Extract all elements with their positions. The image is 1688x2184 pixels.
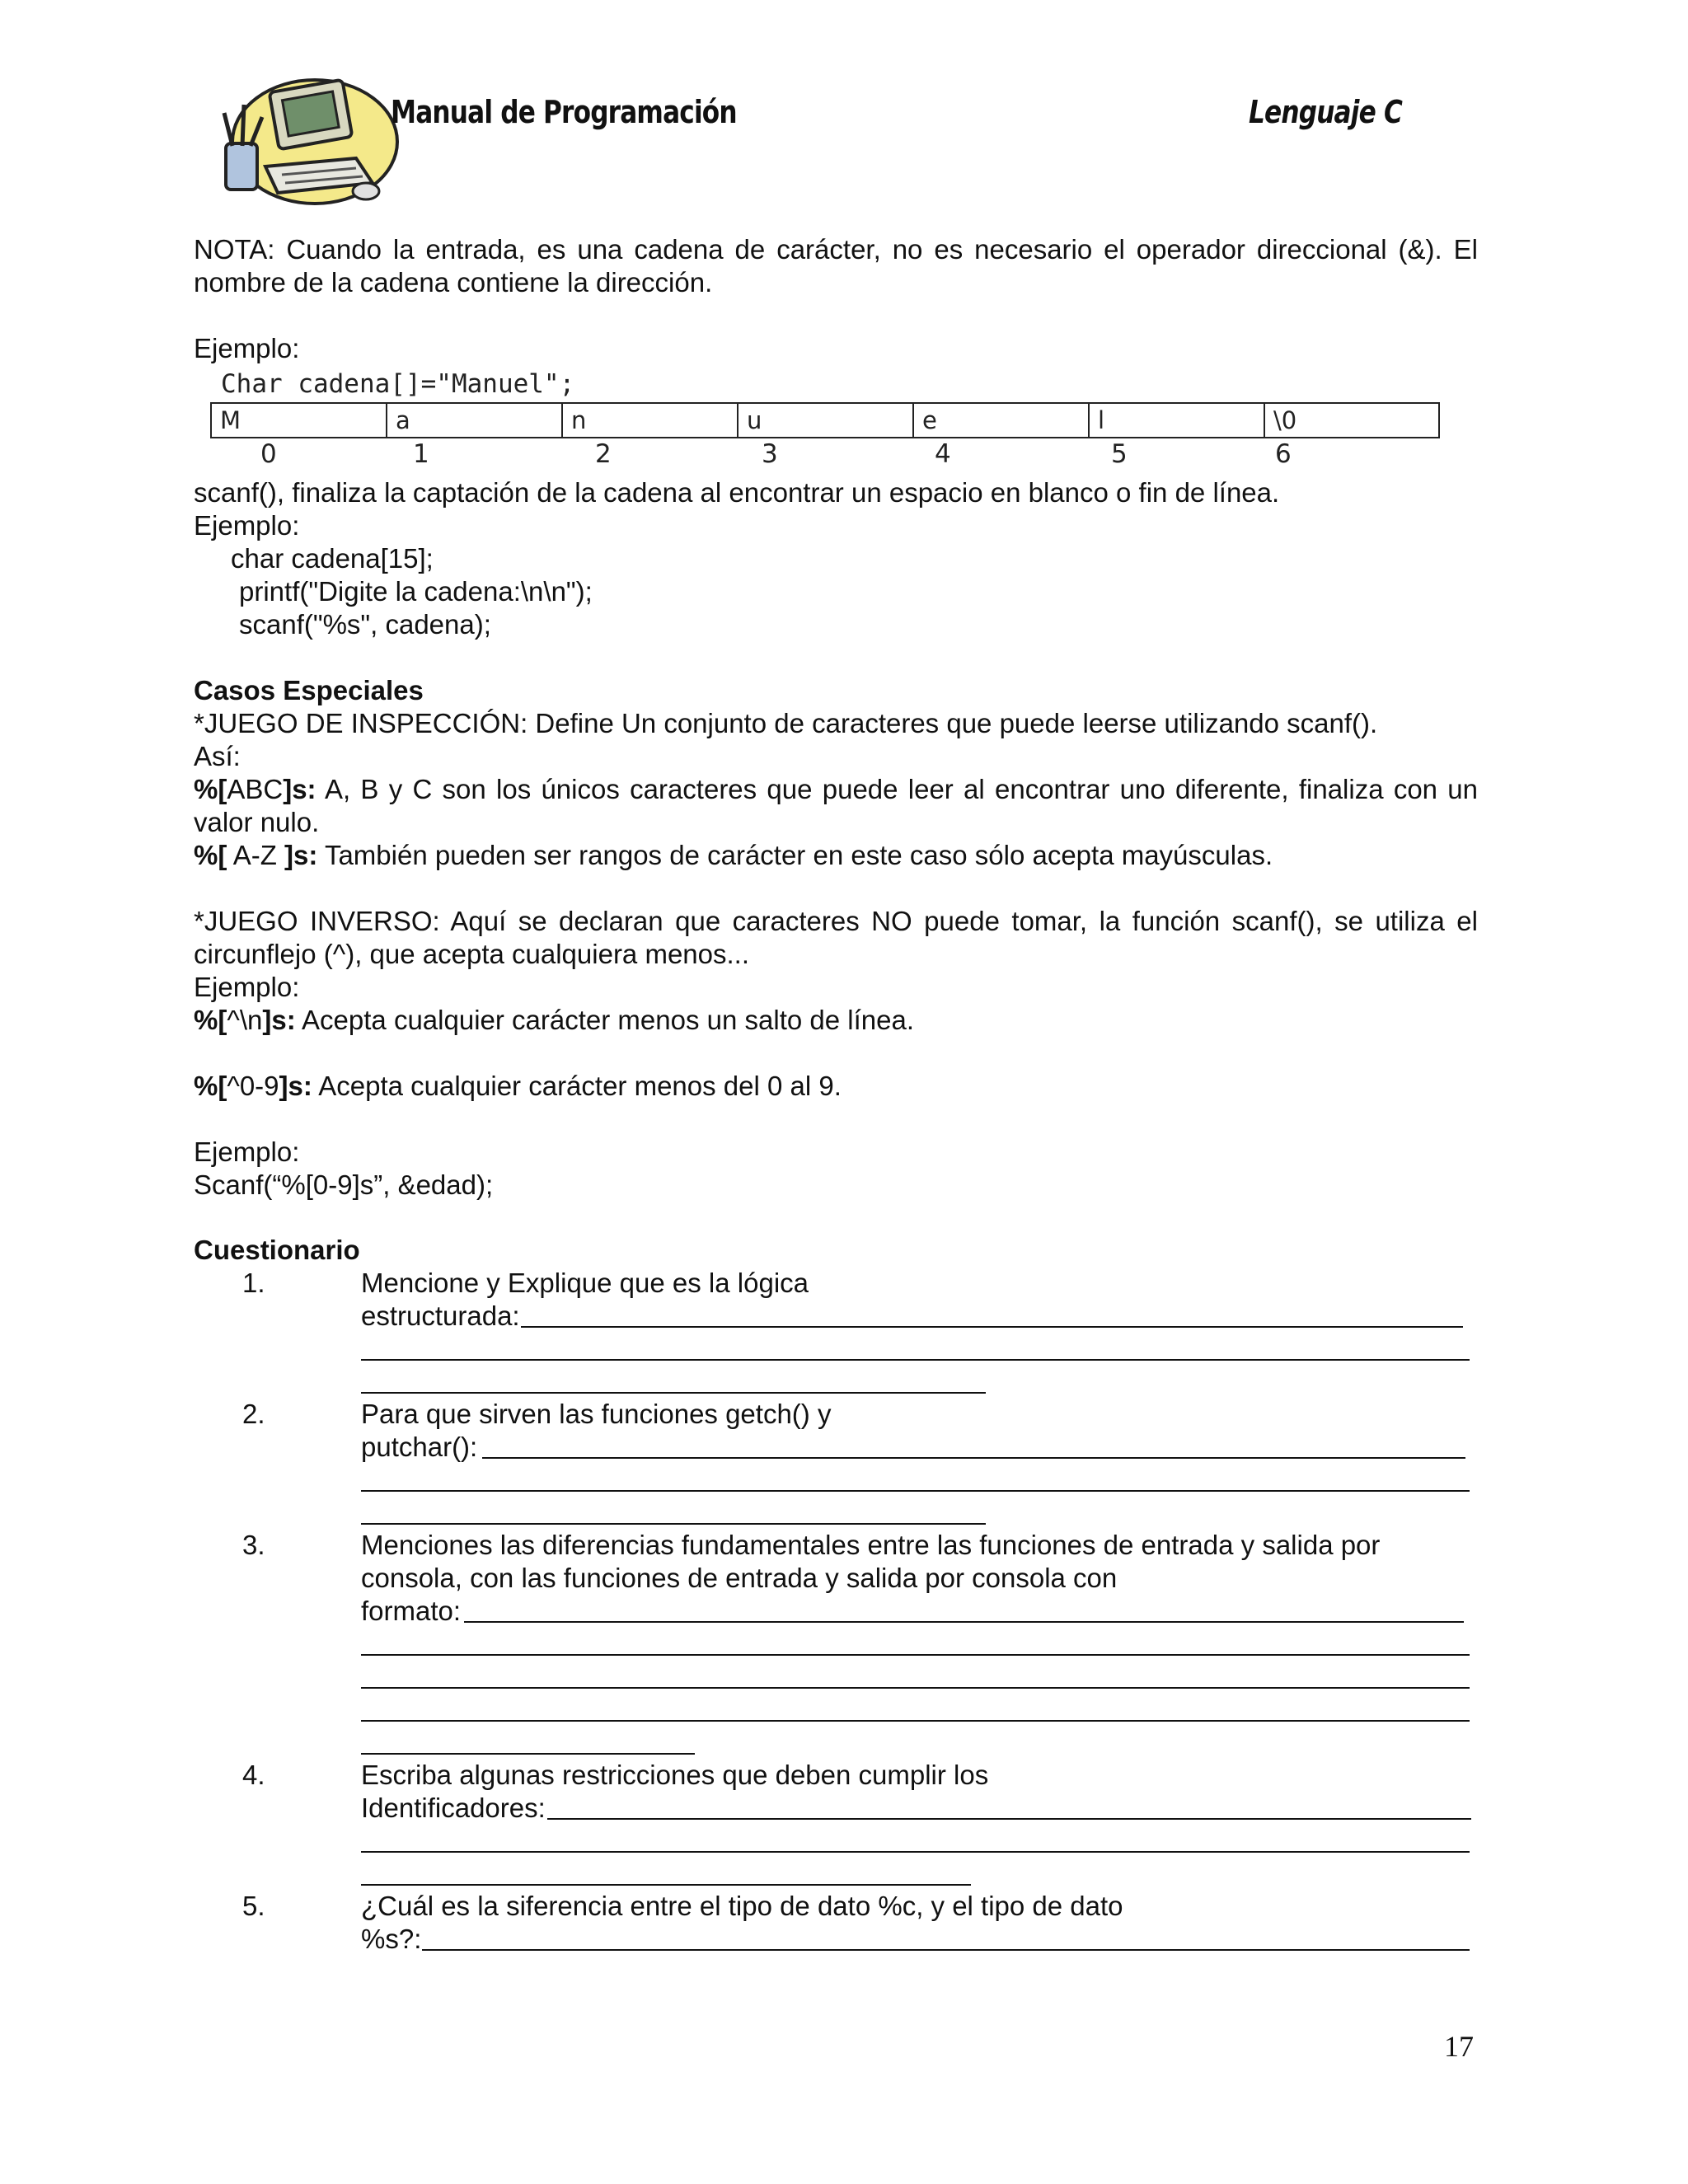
question-number: 4. xyxy=(242,1760,265,1790)
question-number: 2. xyxy=(242,1399,265,1429)
section-heading-casos: Casos Especiales xyxy=(194,675,424,705)
answer-line[interactable] xyxy=(361,1359,1470,1361)
computer-clipart-icon xyxy=(216,68,401,216)
newline-rule: %[^\n]s: Acepta cualquier carácter menos un salto de línea. xyxy=(194,1005,914,1035)
question-number: 1. xyxy=(242,1268,265,1298)
ejemplo-label: Ejemplo: xyxy=(194,333,300,363)
array-cell: n xyxy=(563,404,738,437)
array-cell: \0 xyxy=(1265,404,1440,437)
asi-label: Así: xyxy=(194,741,241,771)
code-line: scanf("%s", cadena); xyxy=(239,609,491,640)
answer-line[interactable] xyxy=(361,1654,1470,1656)
question-text: Identificadores: xyxy=(361,1793,546,1823)
answer-line[interactable] xyxy=(361,1753,695,1755)
juego-inverso: *JUEGO INVERSO: Aquí se declaran que caracteres NO puede tomar, la función scanf(), se utiliza el circunflejo (^), que acepta cualquiera menos... xyxy=(194,906,1478,969)
scanf-code: Scanf(“%[0-9]s”, &edad); xyxy=(194,1169,494,1200)
array-index: 2 xyxy=(595,439,612,469)
array-index: 0 xyxy=(260,439,277,469)
scanf-note: scanf(), finaliza la captación de la cadena al encontrar un espacio en blanco o fin de línea. xyxy=(194,477,1280,508)
question-text: %s?: xyxy=(361,1924,422,1954)
array-index: 5 xyxy=(1111,439,1128,469)
juego-inspeccion: *JUEGO DE INSPECCIÓN: Define Un conjunto de caracteres que puede leerse utilizando scanf(). xyxy=(194,708,1378,738)
code-line: printf("Digite la cadena:\n\n"); xyxy=(239,576,593,607)
array-index: 1 xyxy=(413,439,429,469)
ejemplo-label: Ejemplo: xyxy=(194,510,300,541)
answer-line[interactable] xyxy=(482,1457,1465,1459)
section-heading-cuestionario: Cuestionario xyxy=(194,1235,360,1265)
answer-line[interactable] xyxy=(422,1949,1470,1951)
question-text: Menciones las diferencias fundamentales entre las funciones de entrada y salida por xyxy=(361,1530,1381,1560)
array-cell: u xyxy=(738,404,914,437)
answer-line[interactable] xyxy=(361,1884,971,1886)
answer-line[interactable] xyxy=(361,1490,1470,1492)
digits-rule: %[^0-9]s: Acepta cualquier carácter menos del 0 al 9. xyxy=(194,1071,842,1101)
array-cell: l xyxy=(1090,404,1265,437)
answer-line[interactable] xyxy=(361,1720,1470,1722)
ejemplo-label: Ejemplo: xyxy=(194,972,300,1002)
question-number: 3. xyxy=(242,1530,265,1560)
array-index: 3 xyxy=(762,439,778,469)
code-line: char cadena[15]; xyxy=(231,543,434,574)
question-text: Escriba algunas restricciones que deben cumplir los xyxy=(361,1760,989,1790)
question-text: putchar(): xyxy=(361,1432,478,1462)
array-cell: a xyxy=(387,404,563,437)
header-right: Lenguaje C xyxy=(1249,94,1403,130)
answer-line[interactable] xyxy=(464,1621,1464,1623)
array-cell: M xyxy=(212,404,387,437)
question-text: ¿Cuál es la siferencia entre el tipo de dato %c, y el tipo de dato xyxy=(361,1891,1123,1921)
question-number: 5. xyxy=(242,1891,265,1921)
answer-line[interactable] xyxy=(547,1818,1471,1820)
question-text: Para que sirven las funciones getch() y xyxy=(361,1399,832,1429)
header-title: Manual de Programación xyxy=(391,94,737,130)
answer-line[interactable] xyxy=(361,1851,1470,1853)
array-index: 4 xyxy=(935,439,951,469)
answer-line[interactable] xyxy=(361,1687,1470,1689)
abc-rule: %[ABC]s: A, B y C son los únicos caracteres que puede leer al encontrar uno diferente, finaliza con un valor nulo. xyxy=(194,774,1478,837)
array-cell: e xyxy=(914,404,1090,437)
string-declaration: Char cadena[]="Manuel"; xyxy=(221,369,575,399)
question-text: formato: xyxy=(361,1596,462,1626)
page-number: 17 xyxy=(1444,2030,1474,2063)
question-text: Mencione y Explique que es la lógica xyxy=(361,1268,809,1298)
nota-paragraph: NOTA: Cuando la entrada, es una cadena de carácter, no es necesario el operador direccional (&). El nombre de la cadena contiene la dirección. xyxy=(194,234,1478,298)
string-array-table xyxy=(210,402,1440,438)
header-logo xyxy=(216,68,401,216)
answer-line[interactable] xyxy=(521,1326,1463,1328)
question-text: estructurada: xyxy=(361,1301,520,1331)
az-rule: %[ A-Z ]s: También pueden ser rangos de carácter en este caso sólo acepta mayúsculas. xyxy=(194,840,1273,870)
question-text: consola, con las funciones de entrada y salida por consola con xyxy=(361,1563,1118,1593)
array-index: 6 xyxy=(1275,439,1292,469)
ejemplo-label: Ejemplo: xyxy=(194,1137,300,1167)
answer-line[interactable] xyxy=(361,1392,986,1394)
answer-line[interactable] xyxy=(361,1523,986,1525)
